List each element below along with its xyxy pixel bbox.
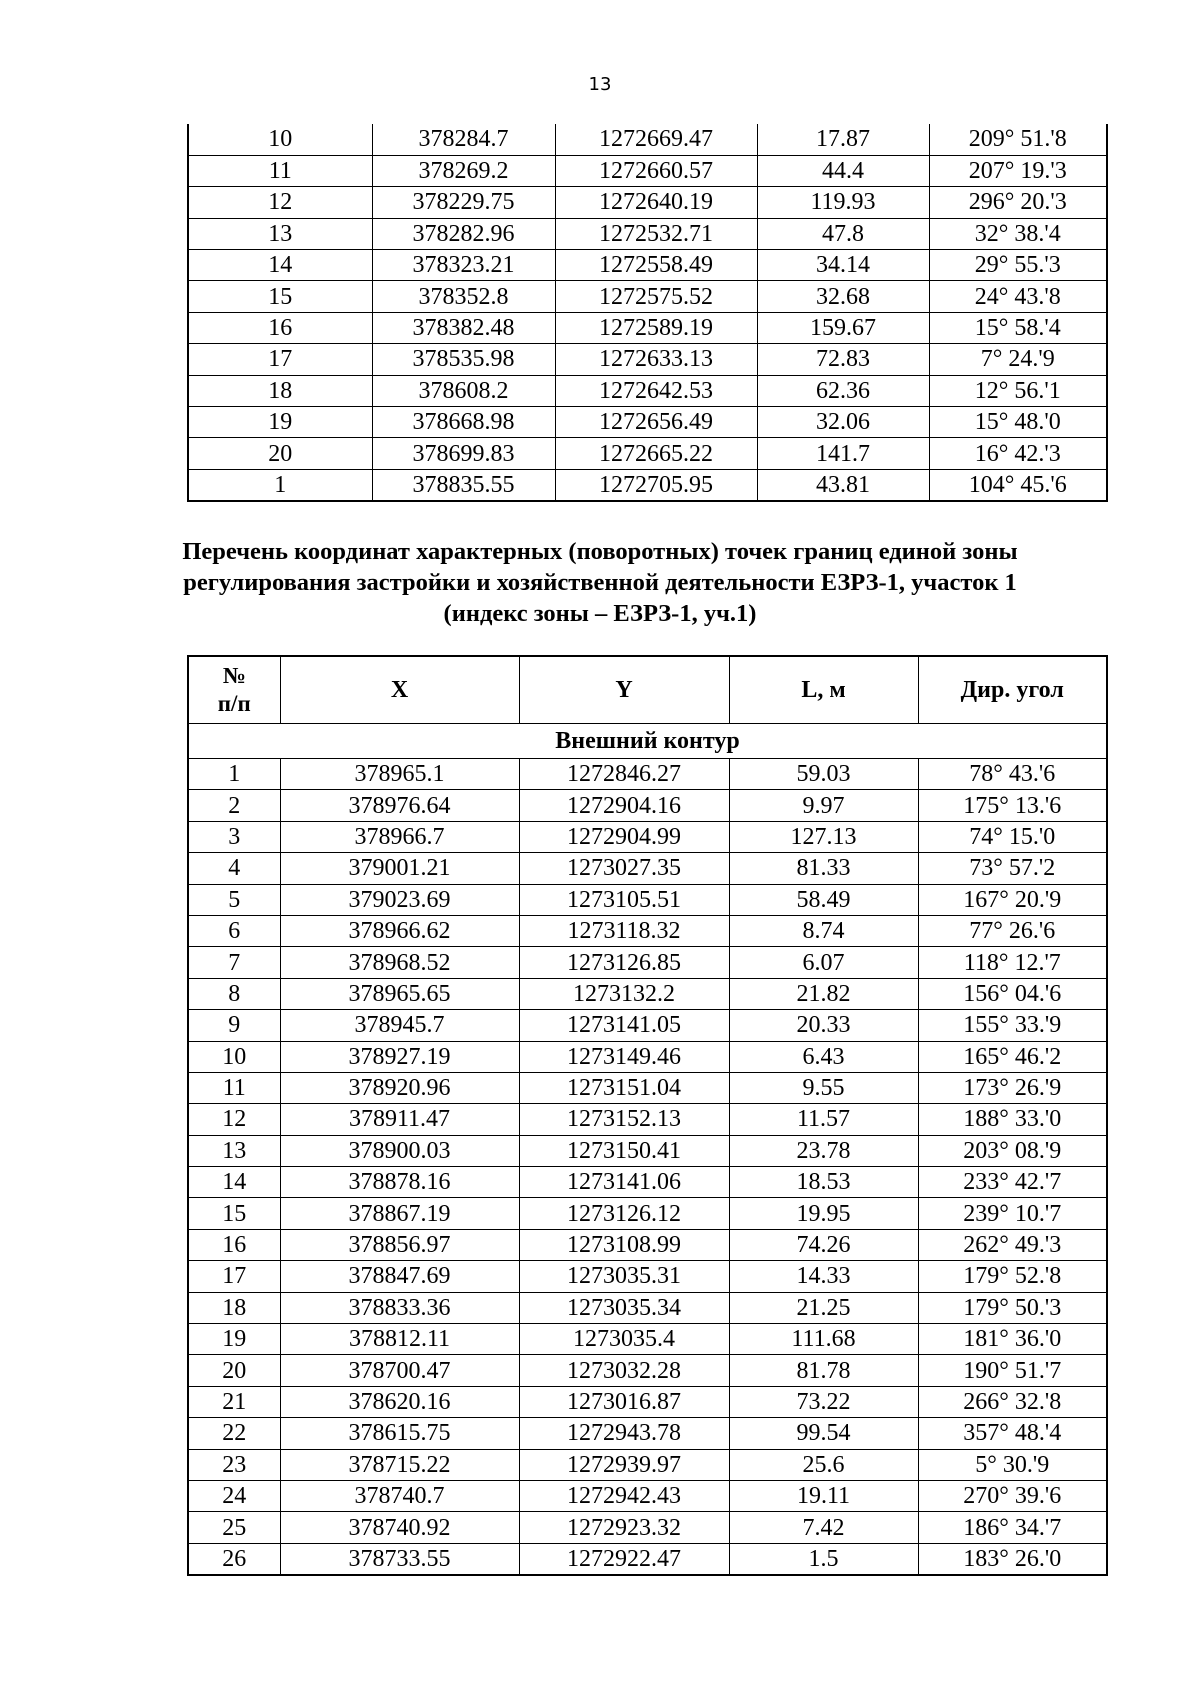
direction-angle-cell: 262° 49.'3 <box>918 1229 1107 1260</box>
direction-angle-cell: 203° 08.'9 <box>918 1135 1107 1166</box>
direction-angle-cell: 24° 43.'8 <box>929 281 1107 312</box>
length-cell: 32.68 <box>757 281 929 312</box>
length-cell: 11.57 <box>729 1104 918 1135</box>
y-cell: 1272558.49 <box>555 250 757 281</box>
point-number-cell: 9 <box>188 1010 280 1041</box>
direction-angle-cell: 12° 56.'1 <box>929 375 1107 406</box>
direction-angle-cell: 209° 51.'8 <box>929 124 1107 155</box>
y-cell: 1272660.57 <box>555 155 757 186</box>
x-cell: 378282.96 <box>372 218 555 249</box>
length-cell: 8.74 <box>729 915 918 946</box>
x-cell: 378229.75 <box>372 187 555 218</box>
point-number-cell: 16 <box>188 312 372 343</box>
column-header-direction-angle: Дир. угол <box>918 656 1107 724</box>
point-number-cell: 17 <box>188 344 372 375</box>
point-number-cell: 6 <box>188 915 280 946</box>
point-number-cell: 1 <box>188 759 280 790</box>
table-row <box>188 1355 1107 1386</box>
y-cell: 1273149.46 <box>519 1041 729 1072</box>
table-row <box>188 915 1107 946</box>
table-row <box>188 469 1107 500</box>
y-cell: 1272939.97 <box>519 1449 729 1480</box>
table-row <box>188 1167 1107 1198</box>
direction-angle-cell: 181° 36.'0 <box>918 1324 1107 1355</box>
length-cell: 72.83 <box>757 344 929 375</box>
length-cell: 17.87 <box>757 124 929 155</box>
length-cell: 21.25 <box>729 1292 918 1323</box>
length-cell: 7.42 <box>729 1512 918 1543</box>
x-cell: 378833.36 <box>280 1292 519 1323</box>
table-row <box>188 1512 1107 1543</box>
length-cell: 25.6 <box>729 1449 918 1480</box>
point-number-cell: 15 <box>188 1198 280 1229</box>
point-number-cell: 14 <box>188 1167 280 1198</box>
length-cell: 20.33 <box>729 1010 918 1041</box>
direction-angle-cell: 118° 12.'7 <box>918 947 1107 978</box>
x-cell: 378700.47 <box>280 1355 519 1386</box>
y-cell: 1273027.35 <box>519 853 729 884</box>
direction-angle-cell: 188° 33.'0 <box>918 1104 1107 1135</box>
direction-angle-cell: 7° 24.'9 <box>929 344 1107 375</box>
point-number-cell: 16 <box>188 1229 280 1260</box>
point-number-cell: 19 <box>188 407 372 438</box>
direction-angle-cell: 266° 32.'8 <box>918 1386 1107 1417</box>
table-row <box>188 344 1107 375</box>
length-cell: 159.67 <box>757 312 929 343</box>
length-cell: 81.33 <box>729 853 918 884</box>
coordinates-table-body <box>188 724 1107 1575</box>
point-number-cell: 21 <box>188 1386 280 1417</box>
table-row <box>188 1072 1107 1103</box>
point-number-cell: 12 <box>188 1104 280 1135</box>
length-cell: 74.26 <box>729 1229 918 1260</box>
direction-angle-cell: 179° 50.'3 <box>918 1292 1107 1323</box>
point-number-cell: 13 <box>188 218 372 249</box>
x-cell: 378867.19 <box>280 1198 519 1229</box>
point-number-cell: 11 <box>188 1072 280 1103</box>
direction-angle-cell: 173° 26.'9 <box>918 1072 1107 1103</box>
length-cell: 23.78 <box>729 1135 918 1166</box>
y-cell: 1272669.47 <box>555 124 757 155</box>
point-number-cell: 12 <box>188 187 372 218</box>
y-cell: 1272923.32 <box>519 1512 729 1543</box>
x-cell: 378323.21 <box>372 250 555 281</box>
direction-angle-cell: 183° 26.'0 <box>918 1543 1107 1574</box>
x-cell: 379023.69 <box>280 884 519 915</box>
page-number: 13 <box>588 74 612 95</box>
x-cell: 378733.55 <box>280 1543 519 1574</box>
direction-angle-cell: 239° 10.'7 <box>918 1198 1107 1229</box>
table-row <box>188 1324 1107 1355</box>
x-cell: 378835.55 <box>372 469 555 500</box>
y-cell: 1273152.13 <box>519 1104 729 1135</box>
direction-angle-cell: 77° 26.'6 <box>918 915 1107 946</box>
length-cell: 32.06 <box>757 407 929 438</box>
length-cell: 127.13 <box>729 821 918 852</box>
length-cell: 1.5 <box>729 1543 918 1574</box>
table-row <box>188 1041 1107 1072</box>
direction-angle-cell: 73° 57.'2 <box>918 853 1107 884</box>
point-number-cell: 8 <box>188 978 280 1009</box>
table-row <box>188 155 1107 186</box>
y-cell: 1272922.47 <box>519 1543 729 1574</box>
point-number-cell: 5 <box>188 884 280 915</box>
x-cell: 378911.47 <box>280 1104 519 1135</box>
direction-angle-cell: 165° 46.'2 <box>918 1041 1107 1072</box>
point-number-cell: 24 <box>188 1480 280 1511</box>
length-cell: 9.55 <box>729 1072 918 1103</box>
table-row <box>188 1292 1107 1323</box>
direction-angle-cell: 32° 38.'4 <box>929 218 1107 249</box>
table-row <box>188 124 1107 155</box>
x-cell: 378966.62 <box>280 915 519 946</box>
x-cell: 378740.7 <box>280 1480 519 1511</box>
y-cell: 1273141.05 <box>519 1010 729 1041</box>
direction-angle-cell: 74° 15.'0 <box>918 821 1107 852</box>
x-cell: 378968.52 <box>280 947 519 978</box>
coordinates-table-continued <box>187 124 1108 502</box>
direction-angle-cell: 15° 58.'4 <box>929 312 1107 343</box>
length-cell: 9.97 <box>729 790 918 821</box>
point-number-cell: 23 <box>188 1449 280 1480</box>
table-row <box>188 187 1107 218</box>
section-heading <box>150 536 1050 629</box>
point-number-cell: 19 <box>188 1324 280 1355</box>
x-cell: 378615.75 <box>280 1418 519 1449</box>
x-cell: 378965.1 <box>280 759 519 790</box>
length-cell: 119.93 <box>757 187 929 218</box>
x-cell: 378812.11 <box>280 1324 519 1355</box>
y-cell: 1272575.52 <box>555 281 757 312</box>
section-label-outer-contour: Внешний контур <box>188 724 1107 759</box>
column-header-y: Y <box>519 656 729 724</box>
x-cell: 378847.69 <box>280 1261 519 1292</box>
point-number-cell: 26 <box>188 1543 280 1574</box>
y-cell: 1272633.13 <box>555 344 757 375</box>
direction-angle-cell: 270° 39.'6 <box>918 1480 1107 1511</box>
length-cell: 58.49 <box>729 884 918 915</box>
y-cell: 1272642.53 <box>555 375 757 406</box>
x-cell: 378620.16 <box>280 1386 519 1417</box>
direction-angle-cell: 104° 45.'6 <box>929 469 1107 500</box>
length-cell: 19.11 <box>729 1480 918 1511</box>
y-cell: 1273126.85 <box>519 947 729 978</box>
direction-angle-cell: 78° 43.'6 <box>918 759 1107 790</box>
table-row <box>188 218 1107 249</box>
direction-angle-cell: 190° 51.'7 <box>918 1355 1107 1386</box>
y-cell: 1273132.2 <box>519 978 729 1009</box>
table-row <box>188 947 1107 978</box>
x-cell: 378352.8 <box>372 281 555 312</box>
point-number-cell: 13 <box>188 1135 280 1166</box>
y-cell: 1273141.06 <box>519 1167 729 1198</box>
y-cell: 1272942.43 <box>519 1480 729 1511</box>
length-cell: 111.68 <box>729 1324 918 1355</box>
x-cell: 378535.98 <box>372 344 555 375</box>
table-row <box>188 1104 1107 1135</box>
x-cell: 378927.19 <box>280 1041 519 1072</box>
y-cell: 1273126.12 <box>519 1198 729 1229</box>
table-row <box>188 1198 1107 1229</box>
x-cell: 378284.7 <box>372 124 555 155</box>
x-cell: 378878.16 <box>280 1167 519 1198</box>
point-number-cell: 10 <box>188 124 372 155</box>
length-cell: 44.4 <box>757 155 929 186</box>
direction-angle-cell: 357° 48.'4 <box>918 1418 1107 1449</box>
direction-angle-cell: 29° 55.'3 <box>929 250 1107 281</box>
table-row <box>188 1386 1107 1417</box>
table-row <box>188 281 1107 312</box>
point-number-cell: 18 <box>188 1292 280 1323</box>
coordinates-table-continued-body <box>188 124 1107 501</box>
direction-angle-cell: 207° 19.'3 <box>929 155 1107 186</box>
table-row <box>188 1229 1107 1260</box>
length-cell: 21.82 <box>729 978 918 1009</box>
direction-angle-cell: 186° 34.'7 <box>918 1512 1107 1543</box>
length-cell: 14.33 <box>729 1261 918 1292</box>
y-cell: 1272943.78 <box>519 1418 729 1449</box>
x-cell: 378945.7 <box>280 1010 519 1041</box>
direction-angle-cell: 233° 42.'7 <box>918 1167 1107 1198</box>
point-number-cell: 3 <box>188 821 280 852</box>
table-row <box>188 790 1107 821</box>
length-cell: 59.03 <box>729 759 918 790</box>
direction-angle-cell: 167° 20.'9 <box>918 884 1107 915</box>
x-cell: 378920.96 <box>280 1072 519 1103</box>
table-row <box>188 375 1107 406</box>
y-cell: 1273035.4 <box>519 1324 729 1355</box>
direction-angle-cell: 15° 48.'0 <box>929 407 1107 438</box>
y-cell: 1273035.31 <box>519 1261 729 1292</box>
x-cell: 378976.64 <box>280 790 519 821</box>
length-cell: 47.8 <box>757 218 929 249</box>
y-cell: 1272904.16 <box>519 790 729 821</box>
table-row <box>188 978 1107 1009</box>
length-cell: 73.22 <box>729 1386 918 1417</box>
point-number-cell: 20 <box>188 1355 280 1386</box>
point-number-cell: 4 <box>188 853 280 884</box>
table-row <box>188 1261 1107 1292</box>
column-header-x: X <box>280 656 519 724</box>
direction-angle-cell: 156° 04.'6 <box>918 978 1107 1009</box>
table-row <box>188 1480 1107 1511</box>
y-cell: 1272532.71 <box>555 218 757 249</box>
coordinates-table <box>187 655 1108 1576</box>
y-cell: 1273035.34 <box>519 1292 729 1323</box>
y-cell: 1273108.99 <box>519 1229 729 1260</box>
point-number-cell: 25 <box>188 1512 280 1543</box>
y-cell: 1272589.19 <box>555 312 757 343</box>
direction-angle-cell: 16° 42.'3 <box>929 438 1107 469</box>
point-number-cell: 22 <box>188 1418 280 1449</box>
point-number-cell: 11 <box>188 155 372 186</box>
y-cell: 1273032.28 <box>519 1355 729 1386</box>
x-cell: 378715.22 <box>280 1449 519 1480</box>
length-cell: 6.43 <box>729 1041 918 1072</box>
table-row <box>188 1010 1107 1041</box>
x-cell: 378740.92 <box>280 1512 519 1543</box>
length-cell: 6.07 <box>729 947 918 978</box>
table-row <box>188 250 1107 281</box>
table-row <box>188 407 1107 438</box>
x-cell: 378699.83 <box>372 438 555 469</box>
table-row <box>188 1418 1107 1449</box>
section-heading-line-2: регулирования застройки и хозяйственной деятельности ЕЗРЗ-1, участок 1 <box>183 569 1017 596</box>
length-cell: 141.7 <box>757 438 929 469</box>
section-row <box>188 724 1107 759</box>
direction-angle-cell: 179° 52.'8 <box>918 1261 1107 1292</box>
x-cell: 378668.98 <box>372 407 555 438</box>
point-number-cell: 7 <box>188 947 280 978</box>
y-cell: 1273118.32 <box>519 915 729 946</box>
table-row <box>188 884 1107 915</box>
y-cell: 1272640.19 <box>555 187 757 218</box>
y-cell: 1272904.99 <box>519 821 729 852</box>
x-cell: 378382.48 <box>372 312 555 343</box>
length-cell: 81.78 <box>729 1355 918 1386</box>
x-cell: 378269.2 <box>372 155 555 186</box>
x-cell: 378900.03 <box>280 1135 519 1166</box>
y-cell: 1272705.95 <box>555 469 757 500</box>
point-number-cell: 1 <box>188 469 372 500</box>
point-number-cell: 18 <box>188 375 372 406</box>
table-row <box>188 853 1107 884</box>
section-heading-line-3: (индекс зоны – ЕЗРЗ-1, уч.1) <box>443 600 757 627</box>
column-header-number-line-1: № <box>222 663 246 688</box>
y-cell: 1273150.41 <box>519 1135 729 1166</box>
direction-angle-cell: 155° 33.'9 <box>918 1010 1107 1041</box>
length-cell: 43.81 <box>757 469 929 500</box>
y-cell: 1272665.22 <box>555 438 757 469</box>
point-number-cell: 20 <box>188 438 372 469</box>
y-cell: 1273105.51 <box>519 884 729 915</box>
table-row <box>188 821 1107 852</box>
table-row <box>188 1449 1107 1480</box>
length-cell: 99.54 <box>729 1418 918 1449</box>
x-cell: 378608.2 <box>372 375 555 406</box>
table-row <box>188 438 1107 469</box>
x-cell: 378966.7 <box>280 821 519 852</box>
x-cell: 378856.97 <box>280 1229 519 1260</box>
x-cell: 378965.65 <box>280 978 519 1009</box>
length-cell: 34.14 <box>757 250 929 281</box>
length-cell: 62.36 <box>757 375 929 406</box>
table-row <box>188 759 1107 790</box>
table-row <box>188 1135 1107 1166</box>
table-row <box>188 312 1107 343</box>
table-row <box>188 1543 1107 1574</box>
length-cell: 18.53 <box>729 1167 918 1198</box>
length-cell: 19.95 <box>729 1198 918 1229</box>
point-number-cell: 10 <box>188 1041 280 1072</box>
column-header-length: L, м <box>729 656 918 724</box>
section-heading-line-1: Перечень координат характерных (поворотных) точек границ единой зоны <box>182 538 1018 565</box>
y-cell: 1272656.49 <box>555 407 757 438</box>
column-header-number-line-2: п/п <box>217 691 251 716</box>
y-cell: 1273151.04 <box>519 1072 729 1103</box>
point-number-cell: 2 <box>188 790 280 821</box>
direction-angle-cell: 5° 30.'9 <box>918 1449 1107 1480</box>
x-cell: 379001.21 <box>280 853 519 884</box>
direction-angle-cell: 175° 13.'6 <box>918 790 1107 821</box>
point-number-cell: 15 <box>188 281 372 312</box>
direction-angle-cell: 296° 20.'3 <box>929 187 1107 218</box>
column-header-number <box>188 656 280 724</box>
point-number-cell: 14 <box>188 250 372 281</box>
y-cell: 1272846.27 <box>519 759 729 790</box>
point-number-cell: 17 <box>188 1261 280 1292</box>
y-cell: 1273016.87 <box>519 1386 729 1417</box>
coordinates-table-header <box>188 656 1107 724</box>
